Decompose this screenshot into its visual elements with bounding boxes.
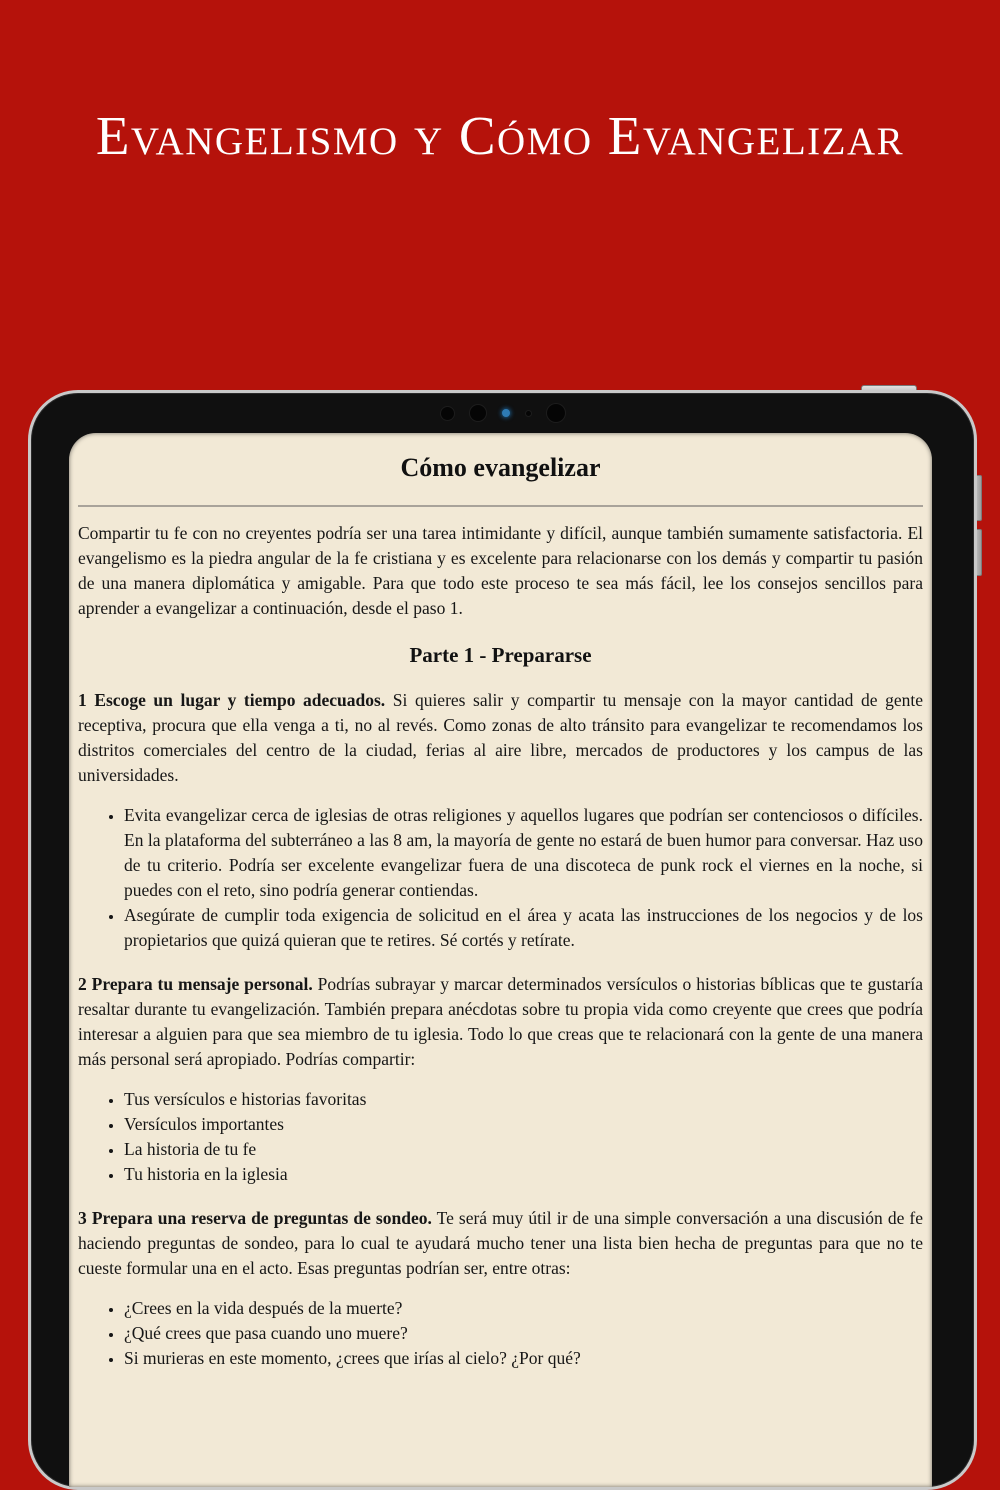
step-3-text: Te será muy útil ir de una simple conversación a una discusión de fe haciendo preguntas de sondeo, para lo cual te ayudará mucho tener una lista bien hecha de preguntas para que no te cueste formular una en el acto. Esas preguntas podrían ser, entre otras: (78, 1208, 923, 1278)
camera-lens-large-icon (547, 404, 565, 422)
tablet-screen (69, 433, 932, 1487)
step-1-text: Si quieres salir y compartir tu mensaje con la mayor cantidad de gente receptiva, procura que ella venga a ti, no al revés. Como zonas de alto tránsito para evangelizar te recomendamos los distritos comerciales del centro de la ciudad, ferias al aire libre, mercados de productores y los campus de las universidades. (78, 690, 923, 785)
page-title: Evangelismo y Cómo Evangelizar (95, 105, 905, 166)
camera-mic-dot-icon (526, 411, 531, 416)
list-item: • ¿Qué crees que pasa cuando uno muere? (124, 1321, 923, 1346)
list-item: • ¿Crees en la vida después de la muerte? (124, 1296, 923, 1321)
camera-array (31, 404, 974, 422)
step-2-label: 2 Prepara tu mensaje personal. (78, 974, 313, 994)
camera-lens-icon (470, 405, 486, 421)
list-item: • Evita evangelizar cerca de iglesias de otras religiones y aquellos lugares que podrían ser contenciosos o difíciles. En la plataforma del subterráneo a las 8 am, la mayoría de gente no estará de buen humor para conversar. Haz uso de tu criterio. Podría ser excelente evangelizar fuera de una discoteca de punk rock el viernes en la noche, si puedes con el reto, sino podría generar contiendas. (124, 803, 923, 903)
section-heading: Parte 1 - Prepararse (409, 643, 592, 667)
list-item: • Versículos importantes (124, 1112, 923, 1137)
camera-dot-icon (441, 407, 454, 420)
tablet-bezel (28, 390, 977, 1490)
step-1-paragraph (78, 688, 923, 788)
intro-paragraph: Compartir tu fe con no creyentes podría ser una tarea intimidante y difícil, aunque también sumamente satisfactoria. El evangelismo es la piedra angular de la fe cristiana y es excelente para relacionarse con los demás y compartir tu pasión de una manera diplomática y amigable. Para que todo este proceso te sea más fácil, lee los consejos sencillos para aprender a evangelizar a continuación, desde el paso 1. (78, 523, 923, 618)
list-item: • Asegúrate de cumplir toda exigencia de solicitud en el área y acata las instrucciones de los negocios y de los propietarios que quizá quieran que te retires. Sé cortés y retírate. (124, 903, 923, 953)
document (69, 433, 932, 1371)
document-title: Cómo evangelizar (400, 453, 601, 482)
tablet-mockup (28, 390, 977, 1490)
list-item: • La historia de tu fe (124, 1137, 923, 1162)
step-3-label: 3 Prepara una reserva de preguntas de sondeo. (78, 1208, 432, 1228)
step-2-bullet-list (78, 1087, 923, 1187)
list-item: • Tus versículos e historias favoritas (124, 1087, 923, 1112)
list-item: • Si murieras en este momento, ¿crees que irías al cielo? ¿Por qué? (124, 1346, 923, 1371)
title-divider (78, 505, 923, 507)
list-item: • Tu historia en la iglesia (124, 1162, 923, 1187)
step-2-text: Podrías subrayar y marcar determinados versículos o historias bíblicas que te gustaría resaltar durante tu evangelización. También prepara anécdotas sobre tu propia vida como creyente que crees que podría interesar a alguien para que sea miembro de tu iglesia. Todo lo que creas que te relacionará con la gente de una manera más personal será apropiado. Podrías compartir: (78, 974, 923, 1069)
step-1-label: 1 Escoge un lugar y tiempo adecuados. (78, 690, 386, 710)
step-1-bullet-list (78, 803, 923, 953)
step-3-paragraph (78, 1206, 923, 1281)
camera-sensor-blue-icon (502, 409, 510, 417)
step-2-paragraph (78, 972, 923, 1072)
